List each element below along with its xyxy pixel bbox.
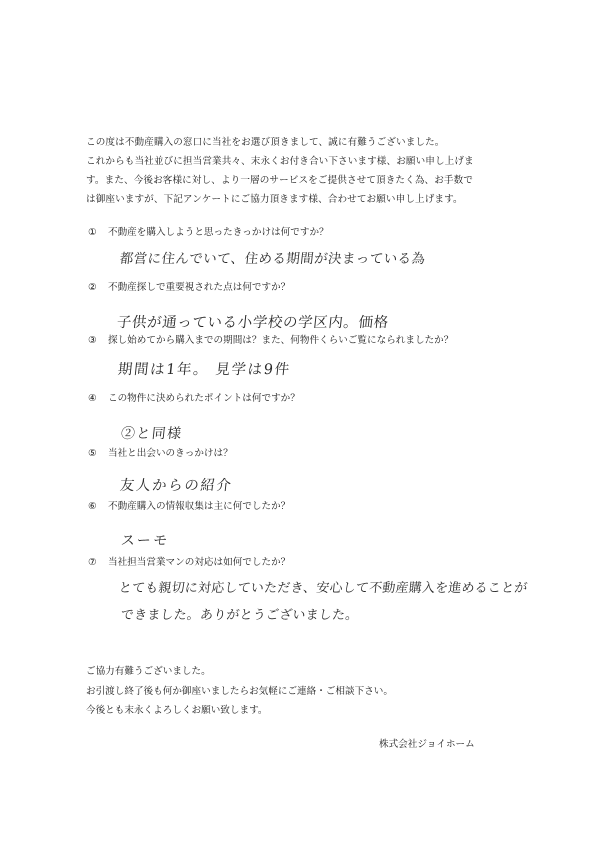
closing-line: お引渡し終了後も何か御座いましたらお気軽にご連絡・ご相談下さい。 <box>86 685 393 697</box>
answer-3-handwritten: 期間は1年。 見学は9件 <box>117 362 292 378</box>
question-number: ④ <box>88 393 97 404</box>
question-1 <box>88 226 329 239</box>
question-number: ① <box>88 227 97 238</box>
question-number: ③ <box>88 335 97 346</box>
answer-2-handwritten: 子供が通っている小学校の学区内。価格 <box>116 315 390 331</box>
intro-paragraph <box>86 133 526 209</box>
intro-line: これからも当社並びに担当営業共々、末永くお付き合い下さいます様、お願い申し上げま <box>86 156 474 167</box>
question-3 <box>88 334 453 347</box>
answer-1-handwritten: 都営に住んでいて、住める期間が決まっている為 <box>118 251 427 267</box>
question-text: 当社担当営業マンの対応は如何でしたか？ <box>108 557 291 568</box>
question-number: ⑦ <box>88 557 97 568</box>
company-name: 株式会社ジョイホーム <box>379 739 475 750</box>
answer-4-handwritten: ②と同様 <box>120 426 184 442</box>
answer-6-handwritten: スーモ <box>120 533 171 549</box>
intro-line: は御座いますが、下記アンケートにご協力頂きます様、合わせてお願い申し上げます。 <box>86 194 463 205</box>
question-7 <box>88 556 290 569</box>
question-text: 不動産を購入しようと思ったきっかけは何ですか？ <box>108 227 329 238</box>
closing-paragraph <box>86 662 393 721</box>
question-text: 探し始めてから購入までの期間は？また、何物件くらいご覧になられましたか？ <box>108 335 454 346</box>
question-6 <box>88 500 290 513</box>
closing-line: ご協力有難うございました。 <box>86 666 211 677</box>
question-number: ⑤ <box>88 448 97 459</box>
question-4 <box>88 392 300 405</box>
question-text: 当社と出会いのきっかけは？ <box>108 448 233 459</box>
question-text: 不動産購入の情報収集は主に何でしたか？ <box>108 501 291 512</box>
question-text: 不動産探しで重要視された点は何ですか？ <box>108 282 291 293</box>
answer-7-handwritten-line-1: とても親切に対応していただき、安心して不動産購入を進めることが <box>118 581 529 596</box>
intro-line: この度は不動産購入の窓口に当社をお選び頂きまして、誠に有難うございました。 <box>86 137 445 148</box>
answer-5-handwritten: 友人からの紹介 <box>119 478 234 494</box>
answer-7-handwritten-line-2: できました。ありがとうございました。 <box>120 608 360 623</box>
question-5 <box>88 447 233 460</box>
question-2 <box>88 281 290 294</box>
question-number: ② <box>88 282 97 293</box>
question-text: この物件に決められたポイントは何ですか？ <box>108 393 300 404</box>
question-number: ⑥ <box>88 501 97 512</box>
closing-line: 今後とも末永くよろしくお願い致します。 <box>86 705 268 716</box>
intro-line: す。また、今後お客様に対し、より一層のサービスをご提供させて頂きたく為、お手数で <box>86 175 473 186</box>
